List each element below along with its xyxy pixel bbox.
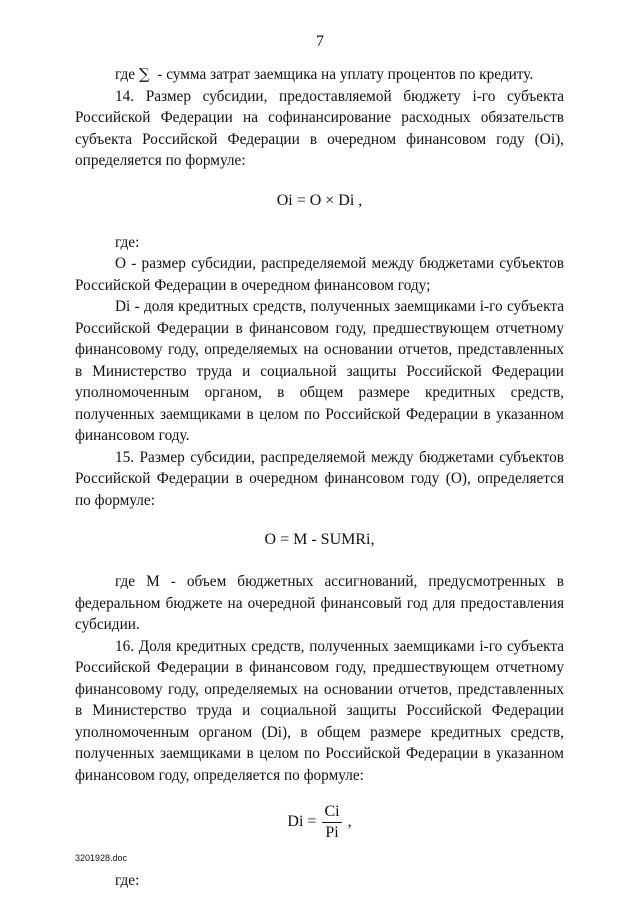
sigma-definition-text: - сумма затрат заемщика на уплату процентов по кредиту. [157,66,534,83]
page-number: 7 [316,33,324,50]
formula-di-fraction [322,802,341,843]
formula-di-numerator: Ci [322,802,341,823]
paragraph-16: 16. Доля кредитных средств, полученных заемщиками i-го субъекта Российской Федерации в финансовом году, предшествующем отчетному финансовому году, определяемых на основании отчетов, представленных в Министерство труда и социальной защиты Российской Федерации уполномоченным органом (Di), в общем размере кредитных средств, полученных заемщиками в целом по Российской Федерации в указанном финансовом году, определяется по формуле: [75,637,564,784]
formula-o: O = M - SUMRi, [264,531,375,548]
definition-m: где M - объем бюджетных ассигнований, предусмотренных в федеральном бюджете на очередной финансовый год для предоставления субсидии. [75,573,564,633]
document-body [75,64,564,892]
formula-oi: Oi = O × Di , [276,191,363,209]
file-name-footer: 3201928.doc [75,853,128,863]
where-label-2: где: [115,872,140,889]
sigma-definition-line [75,64,564,86]
formula-di-tail: , [347,813,352,831]
formula-di-denominator: Pi [325,824,339,841]
formula-di-lhs: Di = [287,813,317,831]
paragraph-14: 14. Размер субсидии, предоставляемой бюджету i-го субъекта Российской Федерации на софинансирование расходных обязательств субъекта Российской Федерации в очередном финансовом году (Oi), определяется по формуле: [75,87,564,169]
paragraph-15: 15. Размер субсидии, распределяемой между бюджетами субъектов Российской Федерации в очередном финансовом году (O), определяется по формуле: [75,448,564,509]
definition-di: Di - доля кредитных средств, полученных заемщиками i-го субъекта Российской Федерации в финансовом году, предшествующем отчетному финансовому году, определяемых на основании отчетов, представленных в Министерство труда и социальной защиты Российской Федерации уполномоченным органом, в общем размере кредитных средств, полученных заемщиками в целом по Российской Федерации в указанном финансовом году. [75,298,564,444]
definition-o: O - размер субсидии, распределяемой между бюджетами субъектов Российской Федерации в очередном финансовом году; [75,255,564,294]
gde-word: где [115,66,136,83]
formula-di [75,802,564,854]
where-label-1: где: [115,233,140,251]
sigma-symbol: ∑ [138,65,150,83]
